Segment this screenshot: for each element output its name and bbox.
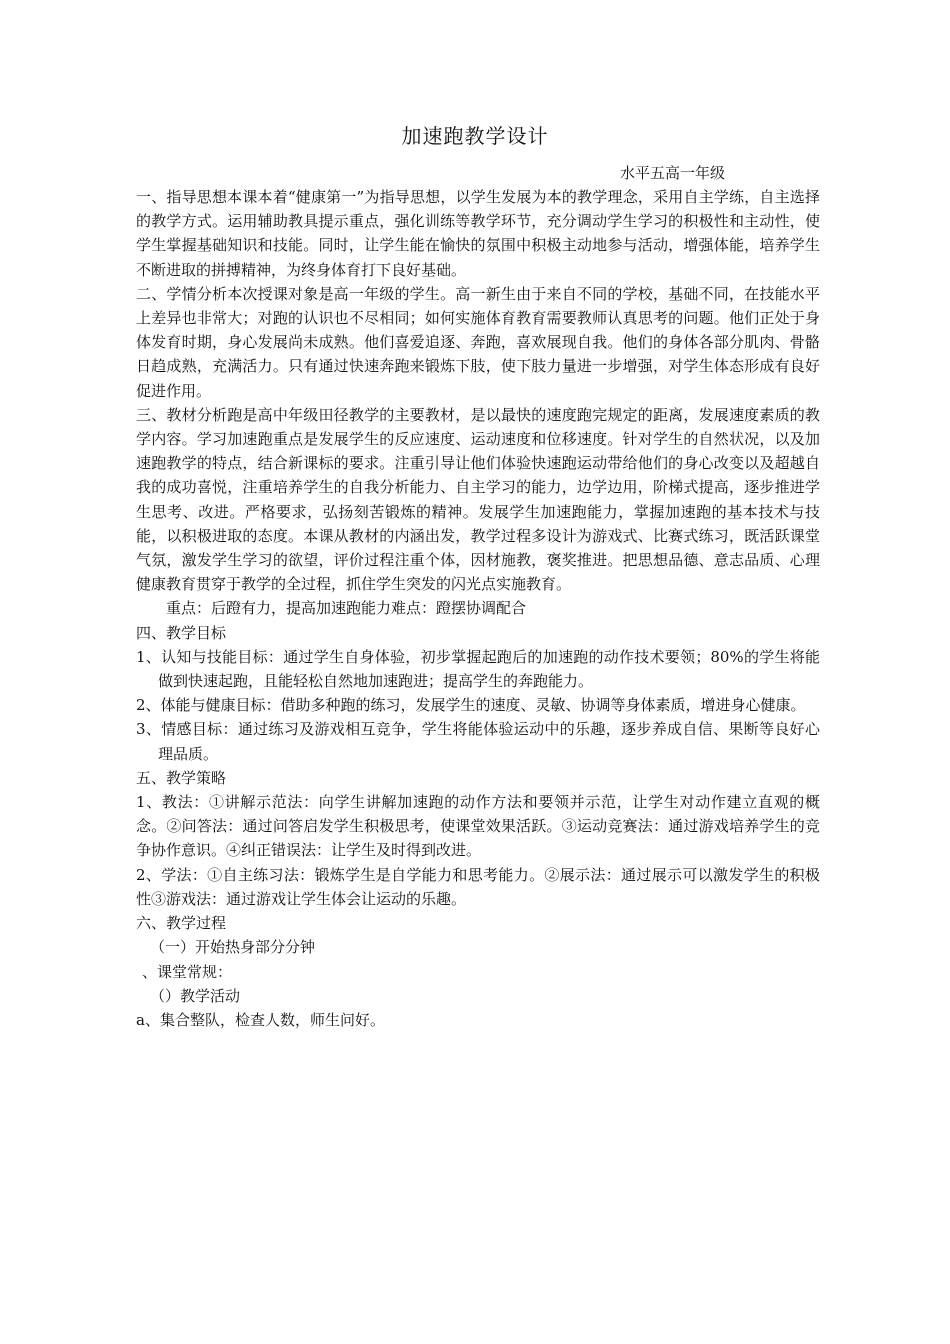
paragraph-student-analysis: 二、学情分析本次授课对象是高一年级的学生。高一新生由于来自不同的学校，基础不同，在技能水平上差异也非常大；对跑的认识也不尽相同；如何实施体育教育需要教师认真思考的问题。他们正处于身体发育时期，身心发展尚未成熟。他们喜爱追逐、奔跑，喜欢展现自我。他们的身体各部分肌肉、骨骼日趋成熟，充满活力。只有通过快速奔跑来锻炼下肢，使下肢力量进一步增强，对学生体态形成有良好促进作用。 xyxy=(136,284,820,400)
strategy-item: 1、教法：①讲解示范法：向学生讲解加速跑的动作方法和要领并示范，让学生对动作建立直观的概念。②问答法：通过问答启发学生积极思考，使课堂效果活跃。③运动竞赛法：通过游戏培养学生的竞争协作意识。④纠正错误法：让学生及时得到改进。 xyxy=(136,793,820,860)
document-title: 加速跑教学设计 xyxy=(401,124,549,148)
process-part-heading: （一）开始热身部分分钟 xyxy=(150,938,316,957)
process-activity: （）教学活动 xyxy=(150,986,241,1005)
process-item-a: a、集合整队，检查人数，师生问好。 xyxy=(136,1010,385,1029)
section-heading-objectives: 四、教学目标 xyxy=(136,623,227,642)
paragraph-material-analysis: 三、教材分析跑是高中年级田径教学的主要教材，是以最快的速度跑完规定的距离，发展速度素质的教学内容。学习加速跑重点是发展学生的反应速度、运动速度和位移速度。针对学生的自然状况，以及加速跑教学的特点，结合新课标的要求。注重引导让他们体验快速跑运动带给他们的身心改变以及超越自我的成功喜悦，注重培养学生的自我分析能力、自主学习的能力，边学边用，阶梯式提高，逐步推进学生思考、改进。严格要求，弘扬刻苦锻炼的精神。发展学生加速跑能力，掌握加速跑的基本技术与技能，以积极进取的态度。本课从教材的内涵出发，教学过程多设计为游戏式、比赛式练习，既活跃课堂气氛，激发学生学习的欲望，评价过程注重个体，因材施教，褒奖推进。把思想品德、意志品质、心理健康教育贯穿于教学的全过程，抓住学生突发的闪光点实施教育。 xyxy=(136,405,820,594)
objective-item: 3、情感目标：通过练习及游戏相互竞争，学生将能体验运动中的乐趣，逐步养成自信、果断等良好心理品质。 xyxy=(136,720,820,763)
objective-item: 1、认知与技能目标：通过学生自身体验，初步掌握起跑后的加速跑的动作技术要领；80%的学生将能做到快速起跑，且能轻松自然地加速跑进；提高学生的奔跑能力。 xyxy=(136,647,820,691)
key-points: 重点：后蹬有力，提高加速跑能力难点：蹬摆协调配合 xyxy=(166,599,527,618)
section-heading-process: 六、教学过程 xyxy=(136,914,227,933)
strategy-item: 2、学法：①自主练习法：锻炼学生是自学能力和思考能力。②展示法：通过展示可以激发学生的积极性③游戏法：通过游戏让学生体会让运动的乐趣。 xyxy=(136,865,820,908)
document-subtitle: 水平五高一年级 xyxy=(620,164,726,182)
process-routine: 、课堂常规： xyxy=(142,962,233,981)
document-body xyxy=(136,185,820,1032)
paragraph-guiding-ideology: 一、指导思想本课本着“健康第一”为指导思想，以学生发展为本的教学理念，采用自主学练，自主选择的教学方式。运用辅助教具提示重点，强化训练等教学环节，充分调动学生学习的积极性和主动性，使学生掌握基础知识和技能。同时，让学生能在愉快的氛围中积极主动地参与活动，增强体能，培养学生不断进取的拼搏精神，为终身体育打下良好基础。 xyxy=(136,188,820,279)
objective-item: 2、体能与健康目标：借助多种跑的练习，发展学生的速度、灵敏、协调等身体素质，增进身心健康。 xyxy=(136,696,806,715)
section-heading-strategies: 五、教学策略 xyxy=(136,768,227,787)
